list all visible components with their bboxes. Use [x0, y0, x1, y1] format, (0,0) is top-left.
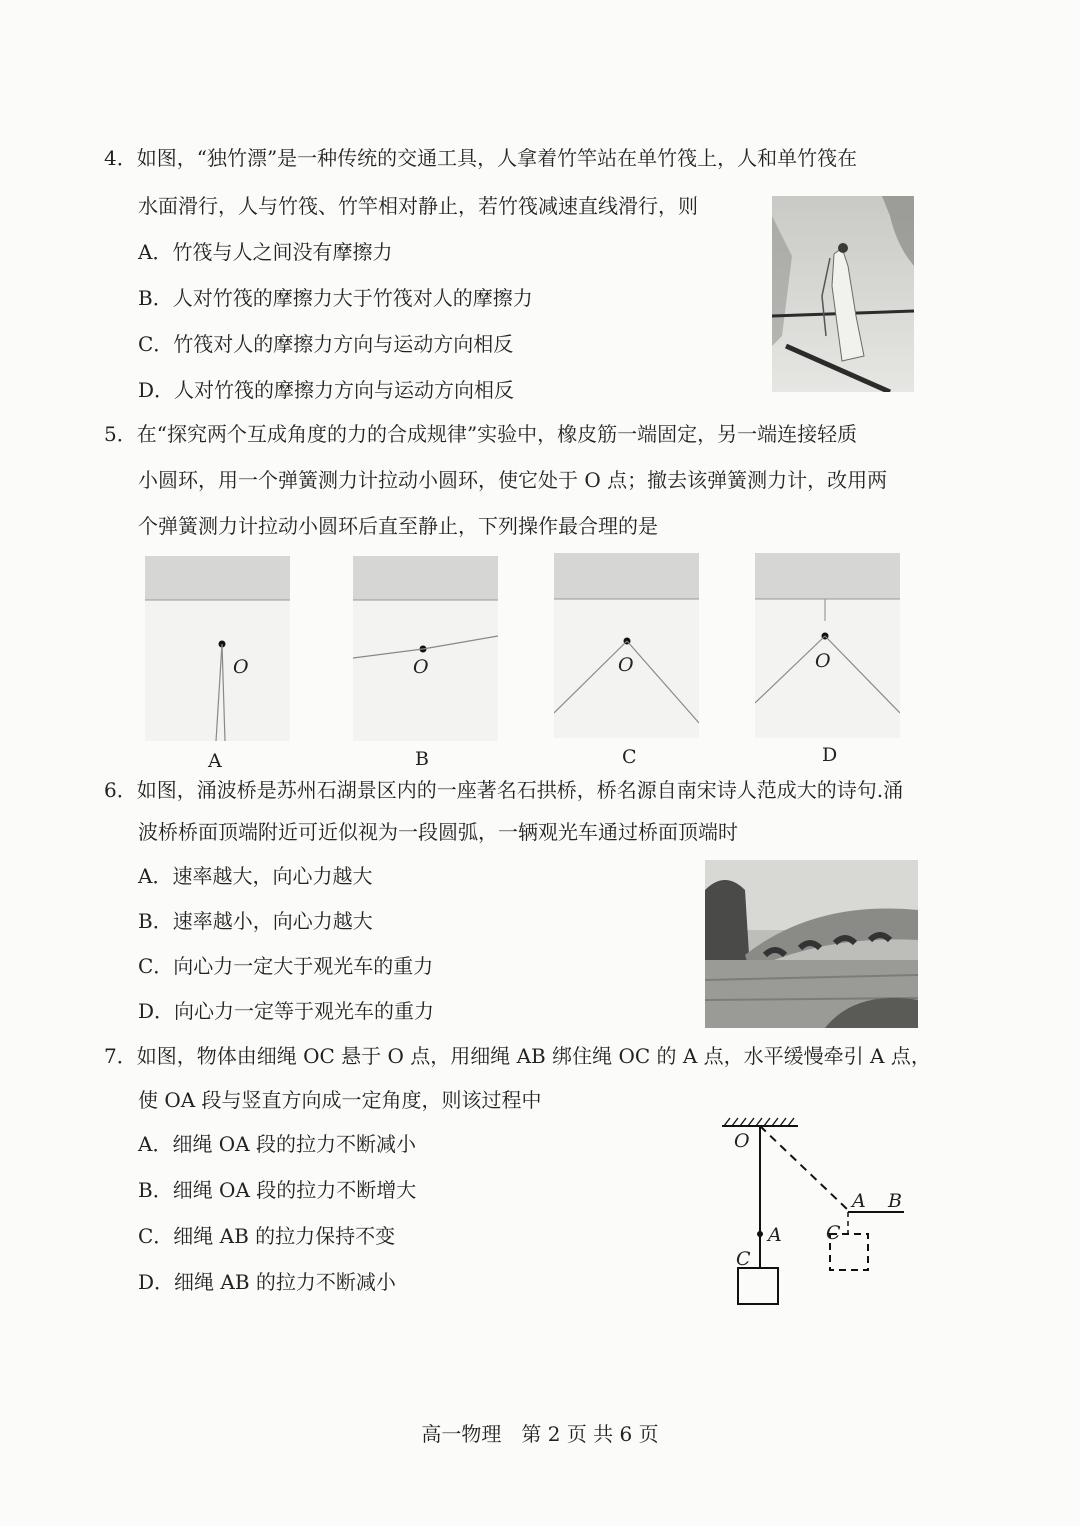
q4-option-b: B．人对竹筏的摩擦力大于竹筏对人的摩擦力 [138, 286, 533, 310]
q4-option-c: C．竹筏对人的摩擦力方向与运动方向相反 [138, 332, 514, 356]
bridge-photo [705, 860, 918, 1028]
figure-b-point-label: O [413, 656, 429, 678]
q4-stem-line1: 4．如图，“独竹漂”是一种传统的交通工具，人拿着竹竿站在单竹筏上，人和单竹筏在 [104, 146, 858, 170]
figure-a-photo [145, 556, 290, 741]
figure-a-label: A [208, 750, 222, 772]
q6-option-c: C．向心力一定大于观光车的重力 [138, 954, 434, 978]
diagram-label-a-moved: A [852, 1190, 866, 1212]
diagram-label-c-moved: C [826, 1222, 841, 1244]
figure-c-point-label: O [618, 654, 634, 676]
q7-option-c: C．细绳 AB 的拉力保持不变 [138, 1224, 396, 1248]
figure-d-photo [755, 553, 900, 738]
q4-option-d: D．人对竹筏的摩擦力方向与运动方向相反 [138, 378, 515, 402]
q7-stem-line2: 使 OA 段与竖直方向成一定角度，则该过程中 [138, 1088, 542, 1112]
diagram-label-b: B [888, 1190, 902, 1212]
figure-c-label: C [622, 746, 637, 768]
q7-option-b: B．细绳 OA 段的拉力不断增大 [138, 1178, 417, 1202]
figure-b-photo [353, 556, 498, 741]
figure-d-point-label: O [815, 650, 831, 672]
page-footer: 高一物理 第 2 页 共 6 页 [421, 1422, 659, 1446]
diagram-label-c: C [736, 1248, 751, 1270]
q6-option-b: B．速率越小，向心力越大 [138, 909, 373, 933]
q5-stem-line1: 5．在“探究两个互成角度的力的合成规律”实验中，橡皮筋一端固定，另一端连接轻质 [104, 422, 858, 446]
q6-option-a: A．速率越大，向心力越大 [138, 864, 373, 888]
figure-c-photo [554, 553, 699, 738]
figure-b-label: B [415, 748, 429, 770]
diagram-label-a: A [768, 1224, 782, 1246]
q4-stem-line2: 水面滑行，人与竹筏、竹竿相对静止，若竹筏减速直线滑行，则 [138, 194, 698, 218]
bamboo-raft-painting [772, 196, 914, 392]
q7-option-d: D．细绳 AB 的拉力不断减小 [138, 1270, 396, 1294]
q4-option-a: A．竹筏与人之间没有摩擦力 [138, 240, 393, 264]
figure-d-label: D [822, 744, 838, 766]
q6-stem-line2: 波桥桥面顶端附近可近似视为一段圆弧，一辆观光车通过桥面顶端时 [138, 820, 738, 844]
figure-a-point-label: O [233, 656, 249, 678]
diagram-label-o: O [734, 1130, 750, 1152]
q7-stem-line1: 7．如图，物体由细绳 OC 悬于 O 点，用细绳 AB 绑住绳 OC 的 A 点，水平缓慢牵引 A 点， [104, 1044, 931, 1068]
q6-stem-line1: 6．如图，涌波桥是苏州石湖景区内的一座著名石拱桥，桥名源自南宋诗人范成大的诗句.涌 [104, 778, 904, 802]
q5-stem-line3: 个弹簧测力计拉动小圆环后直至静止，下列操作最合理的是 [138, 514, 658, 538]
q7-option-a: A．细绳 OA 段的拉力不断减小 [138, 1132, 416, 1156]
q5-stem-line2: 小圆环，用一个弹簧测力计拉动小圆环，使它处于 O 点；撤去该弹簧测力计，改用两 [138, 468, 888, 492]
q6-option-d: D．向心力一定等于观光车的重力 [138, 999, 435, 1023]
